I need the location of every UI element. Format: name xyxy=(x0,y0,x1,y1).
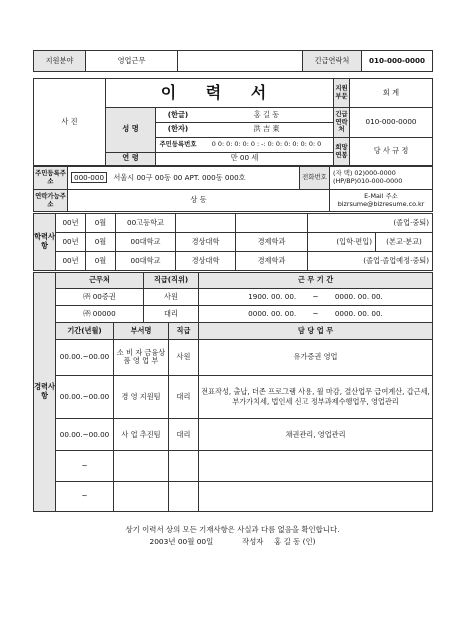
education-row xyxy=(34,252,433,271)
contact-address-value: 상 동 xyxy=(68,190,330,212)
footer-signer-label: 작성자 xyxy=(241,536,264,546)
name-hangul-label: (한글) xyxy=(167,110,189,120)
phone-cell xyxy=(330,167,433,190)
job-tilde: ~ xyxy=(312,291,319,301)
edu-status: (입학·편입) xyxy=(308,233,376,252)
edu-school: 00고등학교 xyxy=(116,214,176,233)
duty-rank: 대리 xyxy=(169,419,199,451)
name-hangul: 홍 길 동 xyxy=(253,110,280,120)
duty-dept: 사 업 추진팀 xyxy=(114,419,169,451)
job-tilde: ~ xyxy=(312,309,319,319)
duty-description: 채권관리, 영업관리 xyxy=(199,419,433,451)
job-position: 대리 xyxy=(144,306,199,323)
resident-cell xyxy=(156,138,334,153)
address-table xyxy=(33,166,433,212)
edu-month: 0월 xyxy=(86,214,116,233)
job-company: ㈜ 00000 xyxy=(56,306,144,323)
duty-description xyxy=(199,451,433,481)
duty-row xyxy=(34,339,433,375)
edu-month: 0월 xyxy=(86,233,116,252)
edu-month: 0월 xyxy=(86,252,116,271)
duty-rank xyxy=(169,451,199,481)
duty-dept: 경 영 지원팀 xyxy=(114,375,169,418)
email-value: bizrsume@bizresume.co.kr xyxy=(337,199,425,208)
duty-head-duty: 담 당 업 무 xyxy=(199,323,433,339)
profile-table xyxy=(33,78,433,166)
footer-date: 2003년 00월 00일 xyxy=(149,536,214,546)
duty-head-rank: 직급 xyxy=(169,323,199,339)
career-head-position: 직급(직위) xyxy=(144,273,199,289)
duty-description: 전표작성, 출납, 더존 프로그램 사용, 월 마감, 결산업무 급여계산, 갑근세, 부가가치세, 법인세 신고 정부과제수행업무, 영업관리 xyxy=(199,375,433,418)
field-value: 영업근무 xyxy=(86,51,178,72)
duty-dept: 소 비 자 금융상품 영 업 부 xyxy=(114,339,169,375)
footer xyxy=(33,524,432,548)
job-position: 사원 xyxy=(144,289,199,306)
edu-college: 경상대학 xyxy=(176,233,236,252)
job-to: 0000. 00. 00. xyxy=(334,309,383,319)
salary-value: 당 사 규 정 xyxy=(350,138,433,166)
name-hanja: 洪 吉 東 xyxy=(253,123,280,133)
edu-college: 경상대학 xyxy=(176,252,236,271)
job-period xyxy=(199,306,433,323)
photo-box: 사 진 xyxy=(34,79,106,166)
header-blank xyxy=(178,51,303,72)
resident-value: 0 0: 0: 0: 0: 0 : -: 0: 0: 0: 0: 0: 0: 0 xyxy=(211,140,322,149)
job-from: 0000. 00. 00. xyxy=(248,309,297,319)
job-period xyxy=(199,289,433,306)
address-value: 서울시 00구 00동 00 APT. 000동 000호 xyxy=(113,172,246,182)
footer-signer: 홍 길 동 (인) xyxy=(274,536,316,546)
duty-period: 00.00.~00.00 xyxy=(56,375,114,418)
edu-year: 00년 xyxy=(56,233,86,252)
job-company: ㈜ 00증권 xyxy=(56,289,144,306)
emergency-value: 010-000-0000 xyxy=(350,108,433,138)
edu-major: 경제학과 xyxy=(236,233,308,252)
dept-label: 지원부문 xyxy=(334,79,350,108)
address-zip: 000-000 xyxy=(71,172,107,183)
resident-label: 주민등록번호 xyxy=(159,140,197,149)
contact-address-label: 연락가능주 소 xyxy=(34,190,68,212)
duty-period: 00.00.~00.00 xyxy=(56,339,114,375)
education-row xyxy=(34,233,433,252)
duty-period: 00.00.~00.00 xyxy=(56,419,114,451)
duty-rank: 사원 xyxy=(169,339,199,375)
edu-major: 경제학과 xyxy=(236,252,308,271)
duty-head-period: 기간(년월) xyxy=(56,323,114,339)
education-label: 학력사항 xyxy=(34,214,56,271)
salary-label: 희망연봉 xyxy=(334,138,350,166)
resume-title: 이 력 서 xyxy=(106,79,334,108)
phone-home: (자 택) 02)000-0000 xyxy=(333,169,396,178)
career-label: 경력사항 xyxy=(34,273,56,512)
edu-status: (졸업·중퇴) xyxy=(308,214,433,233)
duty-row xyxy=(34,451,433,481)
email-label: E-Mail 주소 xyxy=(364,191,398,200)
address-label: 주민등록주 소 xyxy=(34,167,68,190)
duty-rank xyxy=(169,481,199,511)
edu-college xyxy=(176,214,236,233)
phone-label: 전화번호 xyxy=(300,167,330,190)
edu-year: 00년 xyxy=(56,252,86,271)
career-table xyxy=(33,272,433,512)
duty-row xyxy=(34,419,433,451)
name-label: 성 명 xyxy=(106,108,156,153)
edu-status: (졸업·졸업예정·중퇴) xyxy=(308,252,433,271)
name-cell xyxy=(156,108,334,138)
duty-dept xyxy=(114,451,169,481)
duty-description xyxy=(199,481,433,511)
job-row xyxy=(34,306,433,323)
edu-major xyxy=(236,214,308,233)
job-to: 0000. 00. 00. xyxy=(334,291,383,301)
duty-row xyxy=(34,481,433,511)
duty-head-dept: 부서명 xyxy=(114,323,169,339)
duty-row xyxy=(34,375,433,418)
dept-value: 회 계 xyxy=(350,79,433,108)
header-table xyxy=(33,50,433,72)
job-from: 1900. 00. 00. xyxy=(248,291,297,301)
duty-period: ~ xyxy=(56,451,114,481)
edu-year: 00년 xyxy=(56,214,86,233)
age-label: 연 령 xyxy=(106,152,156,165)
duty-dept xyxy=(114,481,169,511)
footer-sign-line xyxy=(33,536,432,548)
duty-period: ~ xyxy=(56,481,114,511)
job-row xyxy=(34,289,433,306)
career-head-company: 근무처 xyxy=(56,273,144,289)
career-head-period: 근 무 기 간 xyxy=(199,273,433,289)
footer-statement: 상기 이력서 상의 모든 기재사항은 사실과 다름 없음을 확인합니다. xyxy=(125,525,340,534)
emergency-label: 긴급연락처 xyxy=(334,108,350,138)
address-cell xyxy=(68,167,300,190)
phone-mobile: (HP/BP)010-000-0000 xyxy=(333,177,403,185)
field-label: 지원분야 xyxy=(34,51,86,72)
education-row xyxy=(34,214,433,233)
email-cell xyxy=(330,190,433,212)
name-hanja-label: (한자) xyxy=(167,123,189,133)
header-contact-value: 010-000-0000 xyxy=(362,51,433,72)
edu-school: 00대학교 xyxy=(116,233,176,252)
header-contact-label: 긴급연락처 xyxy=(303,51,362,72)
education-table xyxy=(33,213,433,271)
edu-extra: (본교·분교) xyxy=(376,233,433,252)
edu-school: 00대학교 xyxy=(116,252,176,271)
age-value: 만 00 세 xyxy=(156,152,334,165)
duty-rank: 대리 xyxy=(169,375,199,418)
duty-description: 유가증권 영업 xyxy=(199,339,433,375)
